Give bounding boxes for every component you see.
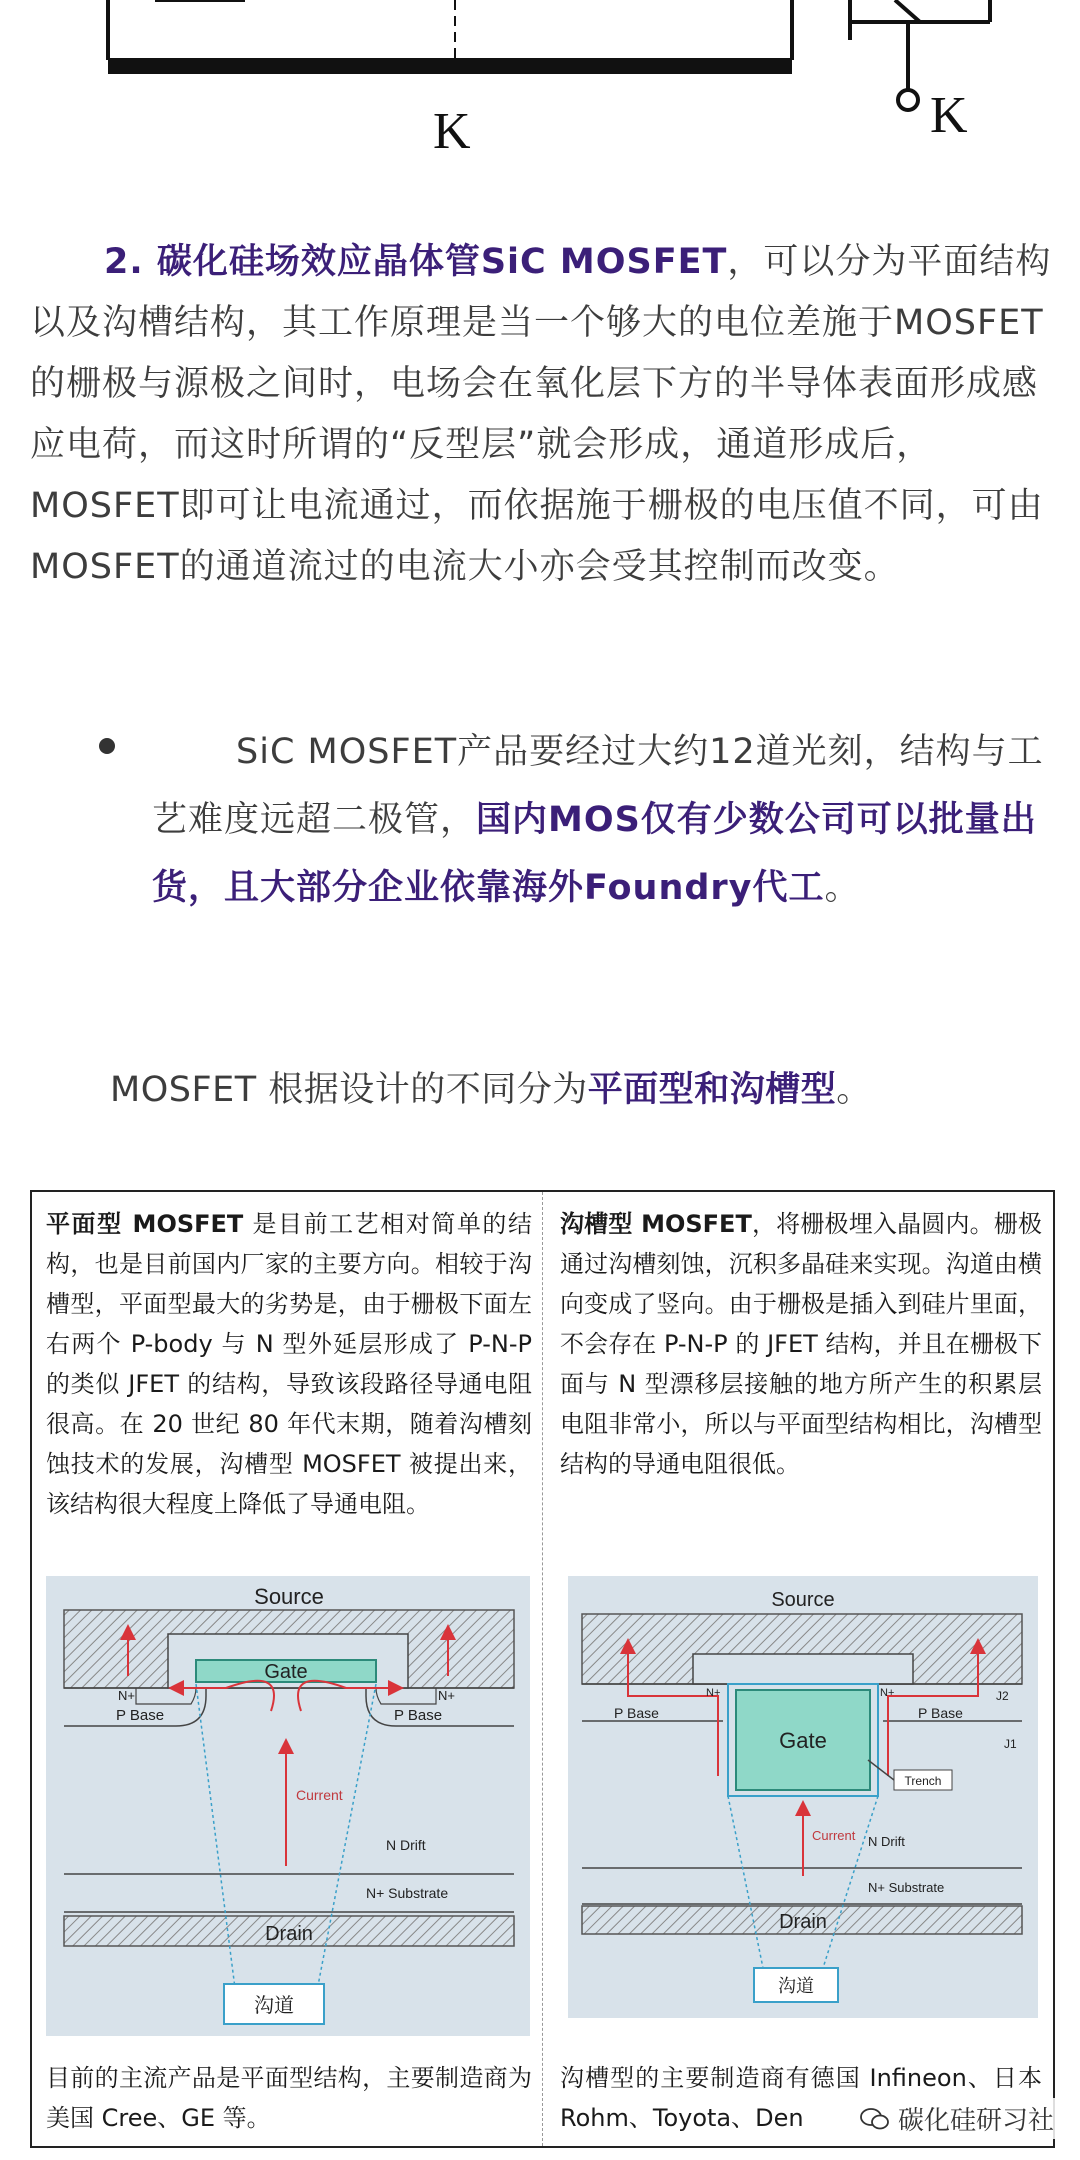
intro-plain: MOSFET 根据设计的不同分为 [110, 1070, 588, 1110]
bullet-plain: SiC MOSFET产品要经过大约12道光刻，结构与工艺难度远超二极管， [152, 732, 1044, 840]
trench-text: ，将栅极埋入晶圆内。栅极通过沟槽刻蚀，沉积多晶硅来实现。沟道由横向变成了竖向。由于栅极是插入到硅片里面，不会存在 P-N-P 的 JFET 结构，并且在栅极下面与 N 型漂移层接触的地方所产生的积累层电阻非常小，所以与平面型结构相比，沟槽型结构的导通电阻很低。 [560, 1210, 1042, 1478]
ndrift-label: N Drift [386, 1837, 426, 1853]
current-label: Current [296, 1787, 343, 1803]
trench-source-label: Source [771, 1589, 835, 1611]
column-divider [542, 1192, 543, 2146]
trench-mosfet-diagram [568, 1576, 1038, 2018]
section2-body: ，可以分为平面结构以及沟槽结构，其工作原理是当一个够大的电位差施于MOSFET的栅极与源极之间时，电场会在氧化层下方的半导体表面形成感应电荷，而这时所谓的“反型层”就会形成，通道形成后，MOSFET即可让电流通过，而依据施于栅极的电压值不同，可由MOSFET的通道流过的电流大小亦会受其控制而改变。 [30, 242, 1052, 587]
intro-highlight: 平面型和沟槽型 [587, 1070, 837, 1110]
substrate-label: N+ Substrate [366, 1885, 449, 1901]
trench-nplus-left-label: N+ [706, 1687, 721, 1699]
trench-pbase-right-label: P Base [918, 1705, 963, 1721]
cathode-label-right: K [930, 87, 968, 144]
trench-title: 沟槽型 MOSFET [560, 1210, 752, 1238]
trench-drain-label: Drain [779, 1911, 827, 1933]
trench-nplus-right-label: N+ [880, 1687, 895, 1699]
watermark-text: 碳化硅研习社 [897, 2106, 1054, 2136]
pbase-right-label: P Base [394, 1707, 443, 1724]
trench-label: Trench [904, 1774, 942, 1788]
planar-mosfet-diagram [46, 1576, 530, 2036]
wechat-icon [860, 2108, 890, 2130]
cathode-label-left: K [433, 103, 471, 160]
section2-paragraph [30, 232, 1055, 598]
trench-description [560, 1204, 1042, 1484]
j2-label: J2 [996, 1689, 1009, 1703]
intro-end: 。 [836, 1070, 872, 1110]
planar-title: 平面型 MOSFET [46, 1210, 244, 1238]
bullet-highlight: 国内MOS仅有少数公司可以批量出货，且大部分企业依靠海外Foundry代工 [152, 800, 1037, 908]
trench-footer: 沟槽型的主要制造商有德国 Infineon、日本 Rohm、Toyota、Den [560, 2064, 1042, 2132]
bullet-dot [99, 738, 115, 754]
thyristor-diagram [0, 0, 1080, 160]
trench-substrate-label: N+ Substrate [868, 1880, 945, 1895]
planar-description [46, 1204, 532, 1524]
planar-footer: 目前的主流产品是平面型结构，主要制造商为美国 Cree、GE 等。 [46, 2064, 532, 2132]
channel-label: 沟道 [254, 1995, 294, 2017]
source-label: Source [254, 1584, 324, 1609]
comparison-table [30, 1190, 1055, 2148]
gate-label: Gate [264, 1661, 308, 1683]
bullet-paragraph [152, 718, 1052, 922]
source-watermark [856, 2098, 1058, 2139]
planar-text: 是目前工艺相对简单的结构，也是目前国内厂家的主要方向。相较于沟槽型，平面型最大的劣势是，由于栅极下面左右两个 P-body 与 N 型外延层形成了 P-N-P 的类似 JFET 的结构，导致该段路径导通电阻很高。在 20 世纪 80 年代末期，随着沟槽刻蚀技术的发展，沟槽型 MOSFET 被提出来，该结构很大程度上降低了导通电阻。 [46, 1210, 532, 1518]
trench-ndrift-label: N Drift [868, 1834, 905, 1849]
nplus-right-label: N+ [438, 1688, 455, 1703]
drain-label: Drain [265, 1923, 313, 1945]
trench-gate-label: Gate [779, 1728, 827, 1753]
mosfet-intro [110, 1060, 1060, 1120]
trench-pbase-left-label: P Base [614, 1705, 659, 1721]
bullet-end: 。 [824, 868, 861, 908]
nplus-left-label: N+ [118, 1688, 135, 1703]
j1-label: J1 [1004, 1737, 1017, 1751]
top-figure [0, 0, 1080, 160]
pbase-left-label: P Base [116, 1707, 165, 1724]
trench-channel-label: 沟道 [778, 1976, 814, 1996]
trench-current-label: Current [812, 1828, 856, 1843]
section2-heading: 2. 碳化硅场效应晶体管SiC MOSFET [104, 242, 728, 282]
